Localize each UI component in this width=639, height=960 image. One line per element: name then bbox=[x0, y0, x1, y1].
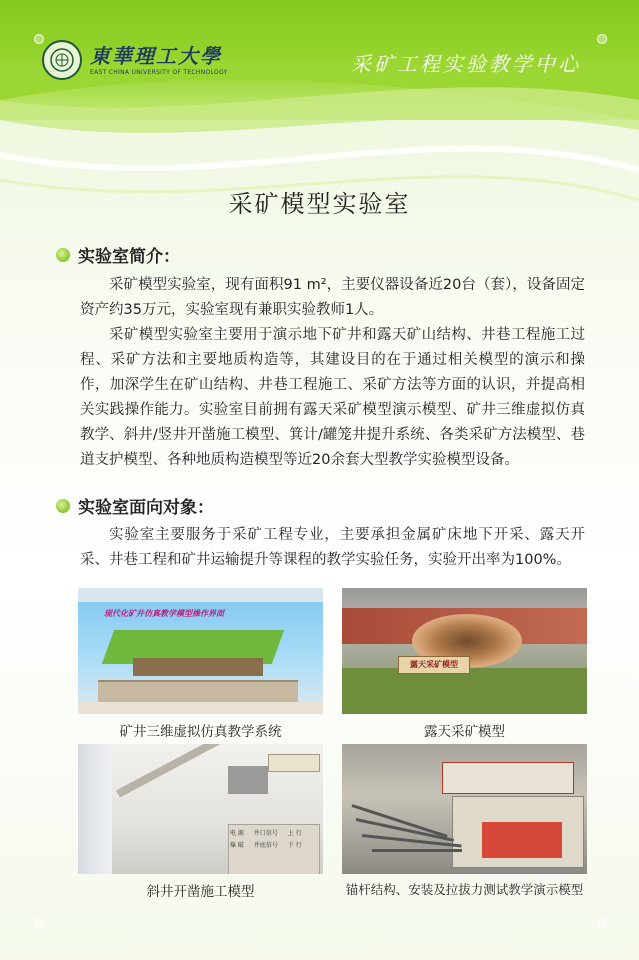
decorative-swoosh bbox=[0, 60, 639, 260]
photo-inclined-shaft-model bbox=[78, 744, 323, 874]
logo-english-name: EAST CHINA UNIVERSITY OF TECHNOLOGY bbox=[90, 68, 228, 76]
caption-inclined-shaft-model: 斜井开凿施工模型 bbox=[146, 884, 255, 900]
panel-label-top-signal: 井口信号 bbox=[253, 830, 278, 837]
corner-dot bbox=[34, 918, 44, 928]
corner-dot bbox=[597, 34, 607, 44]
panel-label-power: 电 源 bbox=[230, 830, 244, 837]
photo-open-pit-model bbox=[342, 588, 587, 714]
center-name: 采矿工程实验教学中心 bbox=[351, 52, 581, 76]
caption-rock-bolt-model: 锚杆结构、安装及拉拔力测试教学演示模型 bbox=[345, 882, 584, 897]
panel-label-up: 上 行 bbox=[287, 830, 302, 837]
intro-paragraph-1: 采矿模型实验室，现有面积91 m²，主要仪器设备近20台（套），设备固定资产约35万元，实验室现有兼职实验教师1人。 bbox=[80, 277, 585, 318]
photo-simulation-system bbox=[78, 588, 323, 714]
bullet-icon bbox=[56, 499, 70, 513]
corner-dot bbox=[597, 918, 607, 928]
intro-paragraph-2: 采矿模型实验室主要用于演示地下矿井和露天矿山结构、井巷工程施工过程、采矿方法和主要地质构造等，其建设目的在于通过相关模型的演示和操作，加深学生在矿山结构、井巷工程施工、采矿方法等方面的认识，并提高相关实践操作能力。实验室目前拥有露天采矿模型演示模型、矿井三维虚拟仿真教学、斜井/竖井开凿施工模型、箕计/罐笼井提升系统、各类采矿方法模型、巷道支护模型、各种地质构造模型等近20余套大型教学实验模型设备。 bbox=[80, 327, 585, 468]
section-heading-intro bbox=[56, 242, 180, 267]
section-heading-audience bbox=[56, 493, 214, 518]
model-sign: 露天采矿模型 bbox=[398, 656, 470, 674]
caption-simulation-system: 矿井三维虚拟仿真教学系统 bbox=[119, 724, 282, 740]
university-seal-icon bbox=[42, 40, 82, 80]
caption-open-pit-model: 露天采矿模型 bbox=[424, 724, 505, 740]
audience-paragraph: 实验室主要服务于采矿工程专业，主要承担金属矿床地下开采、露天开采、井巷工程和矿井运输提升等课程的教学实验任务，实验开出率为100%。 bbox=[80, 527, 585, 568]
panel-label-blast: 爆 破 bbox=[230, 842, 244, 849]
section-heading-text: 实验室面向对象： bbox=[78, 498, 214, 518]
panel-label-down: 下 行 bbox=[287, 842, 302, 849]
photo-rock-bolt-model bbox=[342, 744, 587, 874]
section-heading-text: 实验室简介： bbox=[78, 247, 180, 267]
panel-label-bottom-signal: 井底信号 bbox=[253, 842, 278, 849]
university-logo bbox=[42, 40, 228, 80]
page-title: 采矿模型实验室 bbox=[228, 190, 411, 218]
bullet-icon bbox=[56, 248, 70, 262]
logo-chinese-name: 東華理工大學 bbox=[90, 43, 222, 68]
screen-title: 现代化矿井仿真教学模型操作界面 bbox=[104, 609, 224, 618]
